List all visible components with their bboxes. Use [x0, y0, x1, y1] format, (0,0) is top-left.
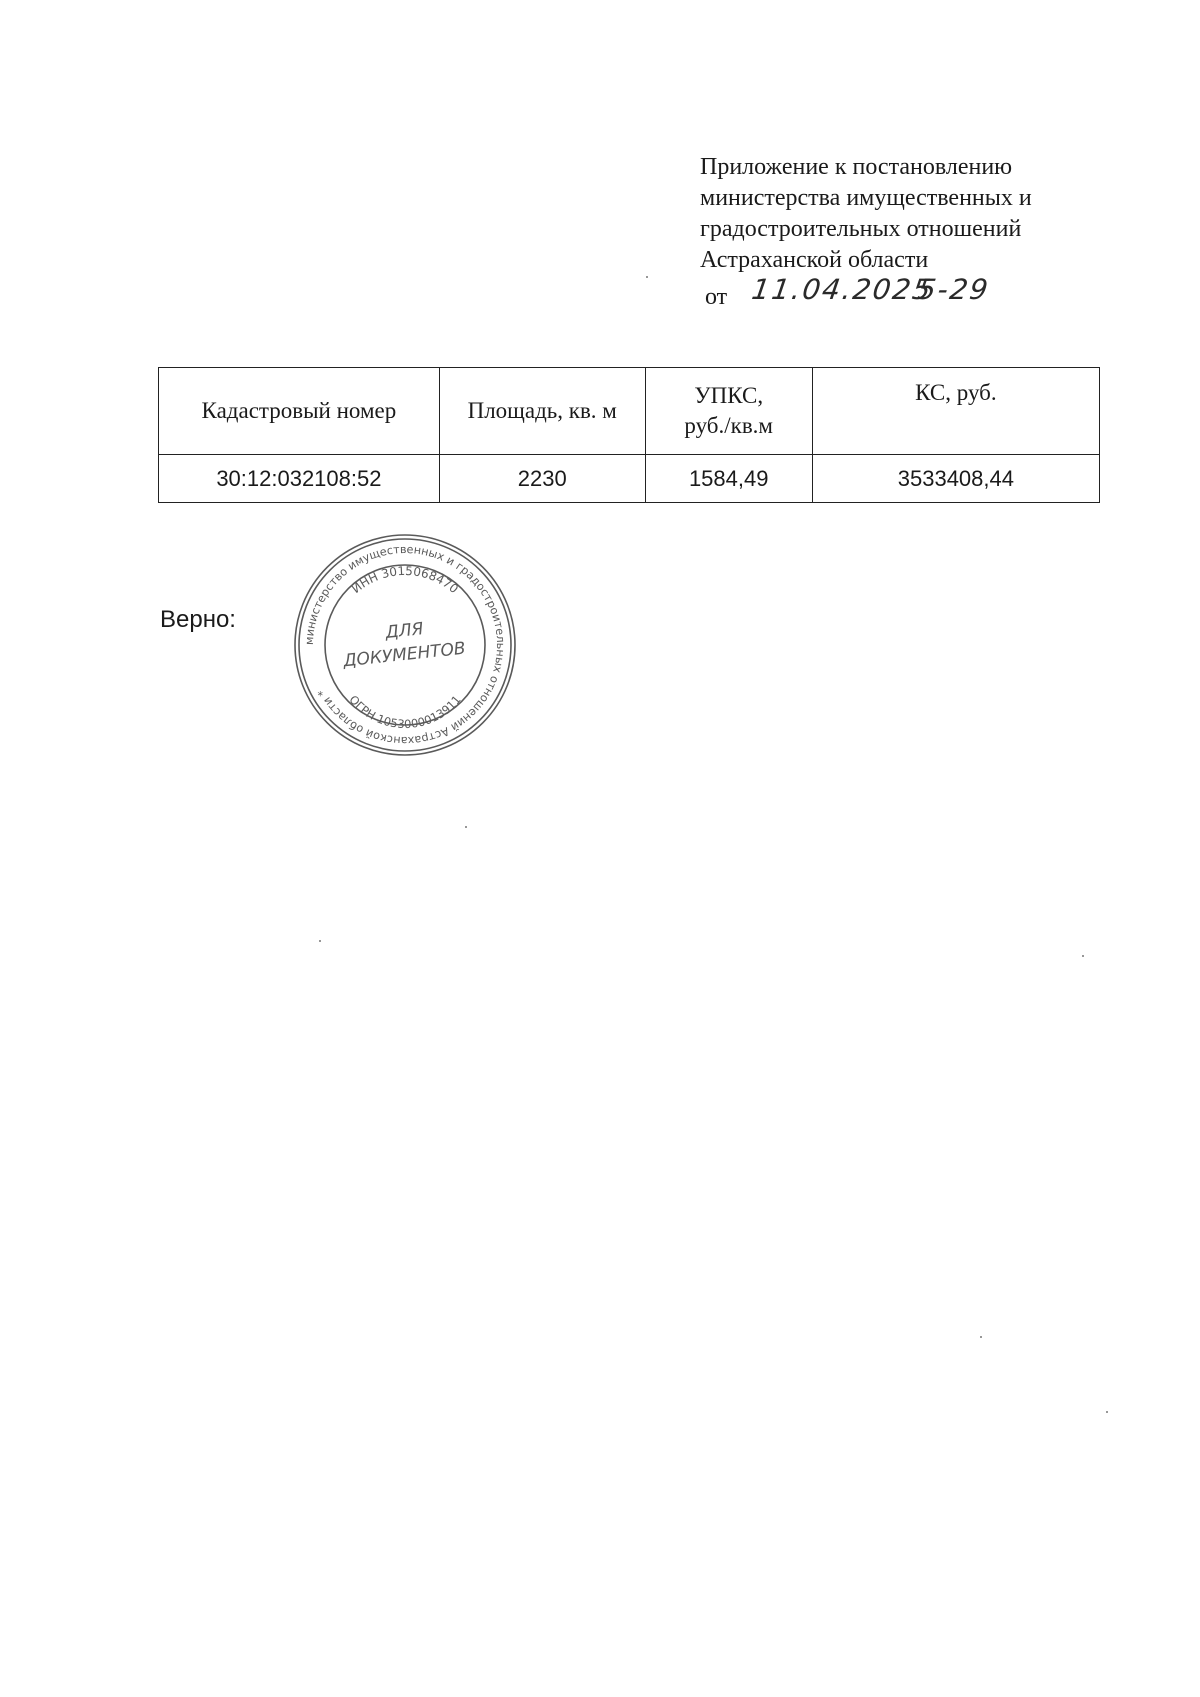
header-ks: КС, руб.	[812, 368, 1099, 455]
header-upks-line1: УПКС,	[694, 383, 764, 408]
stamp-inn-textpath: ИНН 3015068470	[349, 563, 461, 597]
appendix-header	[700, 152, 1130, 318]
scan-speck	[319, 940, 321, 942]
header-cadastral: Кадастровый номер	[159, 368, 440, 455]
stamp-ogrn-textpath: ОГРН 1053000013911	[346, 692, 464, 732]
cell-upks: 1584,49	[645, 455, 812, 503]
scan-speck	[980, 1336, 982, 1338]
table-header-row	[159, 368, 1100, 455]
cell-ks: 3533408,44	[812, 455, 1099, 503]
header-line-4: Астраханской области	[700, 247, 929, 273]
scan-speck	[1106, 1411, 1108, 1413]
cadastral-table	[158, 367, 1100, 503]
header-line-2: министерства имущественных и	[700, 185, 1032, 211]
handwritten-number: 5-29	[915, 273, 992, 306]
certification-label: Верно:	[160, 606, 236, 633]
cell-area: 2230	[439, 455, 645, 503]
header-area: Площадь, кв. м	[439, 368, 645, 455]
official-stamp	[290, 530, 520, 760]
date-prefix: от	[705, 284, 728, 310]
header-line-1: Приложение к постановлению	[700, 154, 1013, 180]
date-line	[700, 273, 1130, 318]
header-upks	[645, 368, 812, 455]
cell-cadastral: 30:12:032108:52	[159, 455, 440, 503]
scan-speck	[646, 276, 648, 278]
handwritten-date: 11.04.2025	[749, 273, 935, 306]
header-upks-line2: руб./кв.м	[684, 413, 773, 438]
stamp-center-1: ДЛЯ	[384, 619, 425, 643]
stamp-inn	[349, 564, 461, 596]
stamp-center-2: ДОКУМЕНТОВ	[342, 638, 467, 672]
table-row	[159, 455, 1100, 503]
stamp-outer-textpath: министерство имущественных и градостроительных отношений Астраханской области *	[302, 542, 508, 748]
scan-speck	[1082, 955, 1084, 957]
header-line-3: градостроительных отношений	[700, 216, 1022, 242]
scan-speck	[465, 826, 467, 828]
